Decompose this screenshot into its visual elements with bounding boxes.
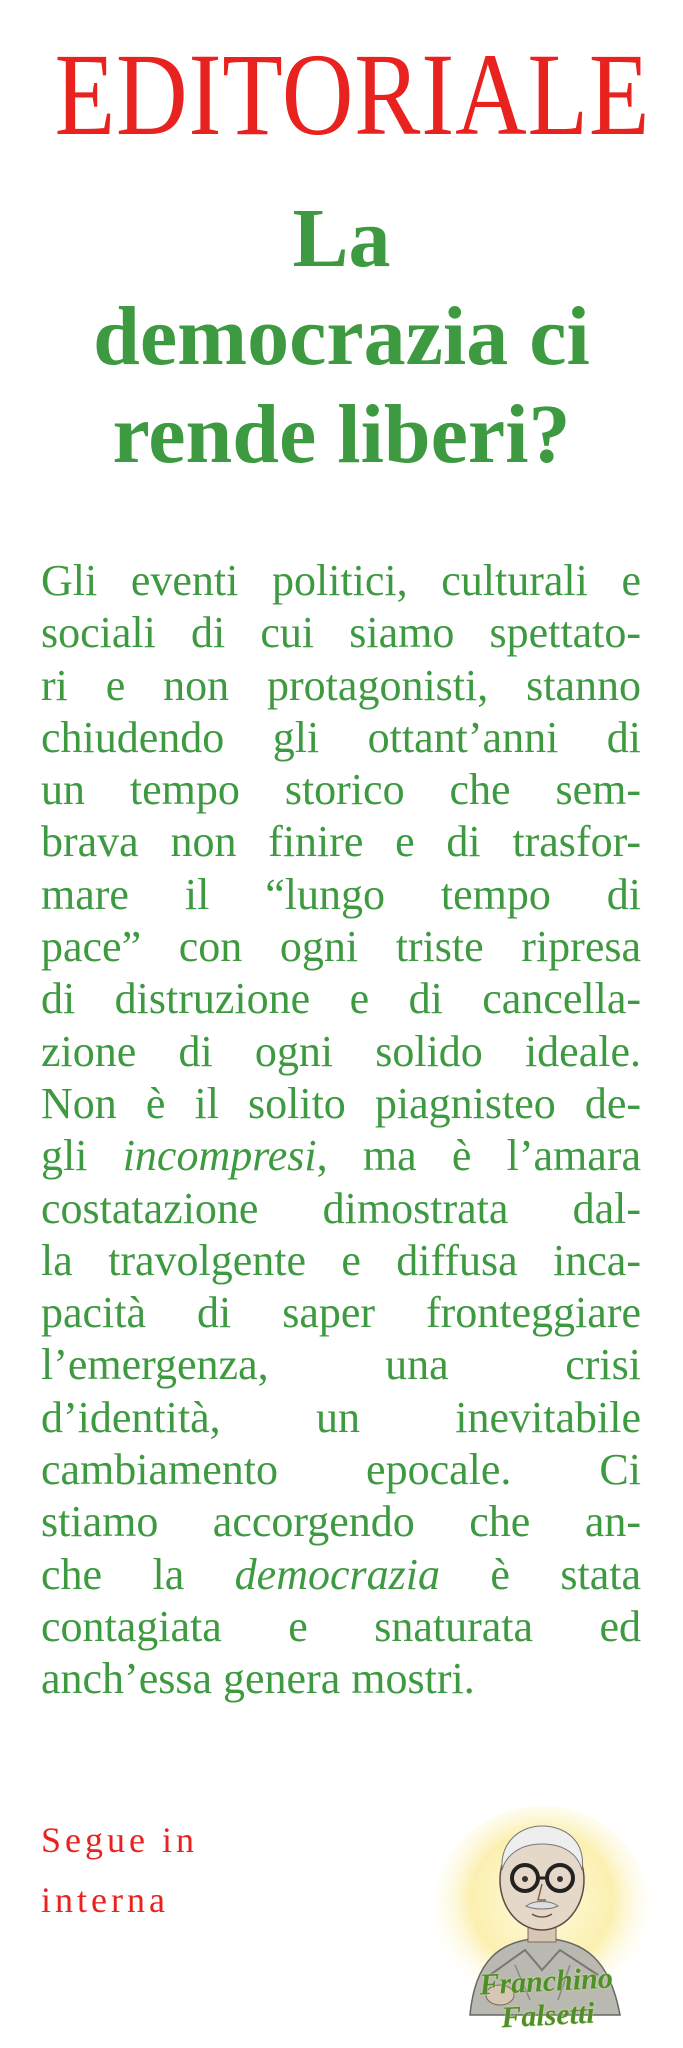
body-text: è stata [439,1549,641,1599]
body-emphasis: incompresi [122,1131,317,1181]
body-line [41,973,641,1025]
body-line [41,712,641,764]
body-line [41,1392,641,1444]
body-text: di distruzione e di cancella- [41,974,641,1024]
body-text: chiudendo gli ottant’anni di [41,712,641,762]
body-line [41,1183,641,1235]
article-body [41,555,641,1706]
body-text: stiamo accorgendo che an- [41,1497,641,1547]
body-text: un tempo storico che sem- [41,765,641,815]
body-text: la travolgente e diffusa inca- [41,1235,641,1285]
body-text: d’identità, un inevitabile [41,1392,641,1442]
headline-line: democrazia ci [93,290,590,383]
body-line [41,1078,641,1130]
body-text: brava non finire e di trasfor- [41,817,641,867]
body-line [41,921,641,973]
body-line [41,1653,641,1705]
body-line [41,1496,641,1548]
body-text: gli [41,1131,123,1181]
body-text: anch’essa genera mostri. [41,1654,475,1704]
headline-line: La [292,192,391,285]
body-text: che la [41,1549,235,1599]
continued-line-1: Segue in [41,1820,198,1860]
body-text: Non è il solito piagnisteo de- [41,1078,641,1128]
headline [20,190,663,484]
body-text: , ma è l’amara [316,1131,641,1181]
body-text: cambiamento epocale. Ci [41,1445,641,1495]
body-line [41,1026,641,1078]
body-text: costatazione dimostrata dal- [41,1183,641,1233]
body-line [41,1444,641,1496]
body-emphasis: democrazia [234,1549,440,1599]
body-text: sociali di cui siamo spettato- [41,608,641,658]
body-text: pace” con ogni triste ripresa [41,922,641,972]
body-text: pacità di saper fronteggiare [41,1288,641,1338]
body-line [41,816,641,868]
body-text: zione di ogni solido ideale. [41,1026,641,1076]
body-line [41,555,641,607]
body-text: ri e non protagonisti, stanno [41,660,641,710]
body-text: contagiata e snaturata ed [41,1601,641,1651]
body-text: Gli eventi politici, culturali e [41,556,641,605]
body-line [41,1287,641,1339]
body-line [41,607,641,659]
editorial-kicker: EDITORIALE [54,29,651,160]
body-line [41,869,641,921]
continued-note[interactable] [41,1810,198,1930]
author-signature: Franchino Falsetti [478,1961,614,2035]
body-line [41,1601,641,1653]
body-line [41,660,641,712]
body-line [41,1339,641,1391]
headline-line: rende liberi? [112,388,571,481]
body-text: l’emergenza, una crisi [41,1340,641,1390]
body-line [41,1235,641,1287]
body-line [41,1549,641,1601]
continued-line-2: interna [41,1880,169,1920]
body-line [41,1130,641,1182]
body-text: mare il “lungo tempo di [41,869,641,919]
body-line [41,764,641,816]
